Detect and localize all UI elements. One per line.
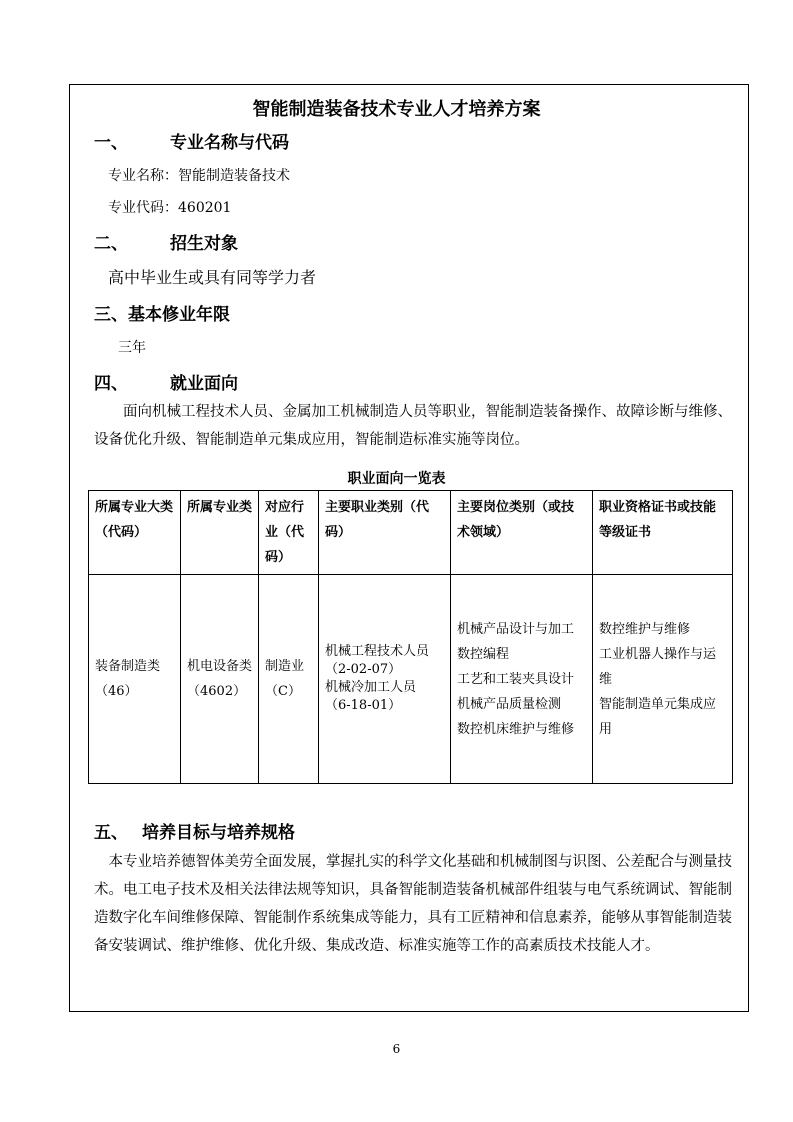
section-1-heading bbox=[94, 128, 289, 153]
cell-line: （C） bbox=[265, 684, 301, 699]
header-cell: 所属专业大类（代码） bbox=[89, 491, 181, 575]
table-cell bbox=[89, 575, 181, 784]
section-5-number: 五、 bbox=[94, 823, 128, 843]
cell-line: 数控机床维护与维修 bbox=[457, 721, 575, 737]
cell-line: （6-18-01） bbox=[325, 698, 402, 713]
cell-line: 机械冷加工人员 bbox=[325, 680, 417, 695]
goal-paragraph: 本专业培养德智体美劳全面发展，掌握扎实的科学文化基础和机械制图与识图、公差配合与测量技术。电工电子技术及相关法律法规等知识，具备智能制造装备机械部件组装与电气系统调试、智能制造数字化车间维修保障、智能制作系统集成等能力，具有工匠精神和信息素养，能够从事智能制造装备安装调试、维护维修、优化升级、集成改造、标准实施等工作的高素质技术技能人才。 bbox=[94, 854, 732, 954]
section-2-number: 二、 bbox=[94, 234, 128, 254]
major-name: 专业名称：智能制造装备技术 bbox=[108, 168, 290, 184]
table-cell bbox=[593, 575, 733, 784]
section-4-number: 四、 bbox=[94, 374, 128, 394]
cell-line: 数控维护与维修 bbox=[599, 621, 691, 637]
section-2-title: 招生对象 bbox=[170, 234, 238, 254]
cell-line: 装备制造类 bbox=[95, 659, 161, 674]
header-cell: 所属专业类 bbox=[181, 491, 259, 575]
cell-line: （46） bbox=[95, 684, 138, 699]
employment-paragraph: 面向机械工程技术人员、金属加工机械制造人员等职业，智能制造装备操作、故障诊断与维修、设备优化升级、智能制造单元集成应用，智能制造标准实施等岗位。 bbox=[94, 404, 732, 448]
enrollment-text: 高中毕业生或具有同等学力者 bbox=[108, 268, 317, 287]
section-3-heading: 三、基本修业年限 bbox=[94, 305, 230, 325]
cell-line: 智能制造单元集成应用 bbox=[599, 696, 717, 737]
table-row bbox=[89, 575, 733, 784]
section-2-heading bbox=[94, 229, 238, 254]
document-title: 智能制造装备技术专业人才培养方案 bbox=[252, 99, 541, 120]
cell-line: 工业机器人操作与运维 bbox=[599, 646, 717, 687]
section-1-title: 专业名称与代码 bbox=[170, 133, 289, 153]
cell-line: 数控编程 bbox=[457, 646, 510, 662]
header-cell: 职业资格证书或技能等级证书 bbox=[593, 491, 733, 575]
cell-line: 机械产品质量检测 bbox=[457, 696, 562, 712]
table-cell bbox=[319, 575, 451, 784]
table-cell bbox=[451, 575, 593, 784]
header-cell: 主要岗位类别（或技术领域） bbox=[451, 491, 593, 575]
cell-line: 机械产品设计与加工 bbox=[457, 621, 575, 637]
cell-line: （4602） bbox=[187, 684, 247, 699]
section-4-title: 就业面向 bbox=[170, 374, 238, 394]
section-1-number: 一、 bbox=[94, 133, 128, 153]
major-code: 专业代码：460201 bbox=[108, 200, 232, 216]
cell-line: 机电设备类 bbox=[187, 659, 253, 674]
section-5-title: 培养目标与培养规格 bbox=[142, 823, 295, 843]
section-5-heading bbox=[94, 818, 295, 843]
section-4-heading bbox=[94, 369, 238, 394]
header-cell: 主要职业类别（代码） bbox=[319, 491, 451, 575]
table-header-row bbox=[89, 491, 733, 575]
table-caption: 职业面向一览表 bbox=[347, 471, 446, 487]
cell-line: 工艺和工装夹具设计 bbox=[457, 671, 575, 687]
employment-table bbox=[88, 490, 733, 784]
page-number: 6 bbox=[392, 1042, 401, 1056]
header-cell: 对应行业（代码） bbox=[259, 491, 319, 575]
duration-text: 三年 bbox=[118, 340, 146, 356]
cell-line: 制造业 bbox=[265, 659, 305, 674]
cell-line: 机械工程技术人员 bbox=[325, 644, 430, 659]
table-cell bbox=[259, 575, 319, 784]
cell-line: （2-02-07） bbox=[325, 662, 402, 677]
table-cell bbox=[181, 575, 259, 784]
